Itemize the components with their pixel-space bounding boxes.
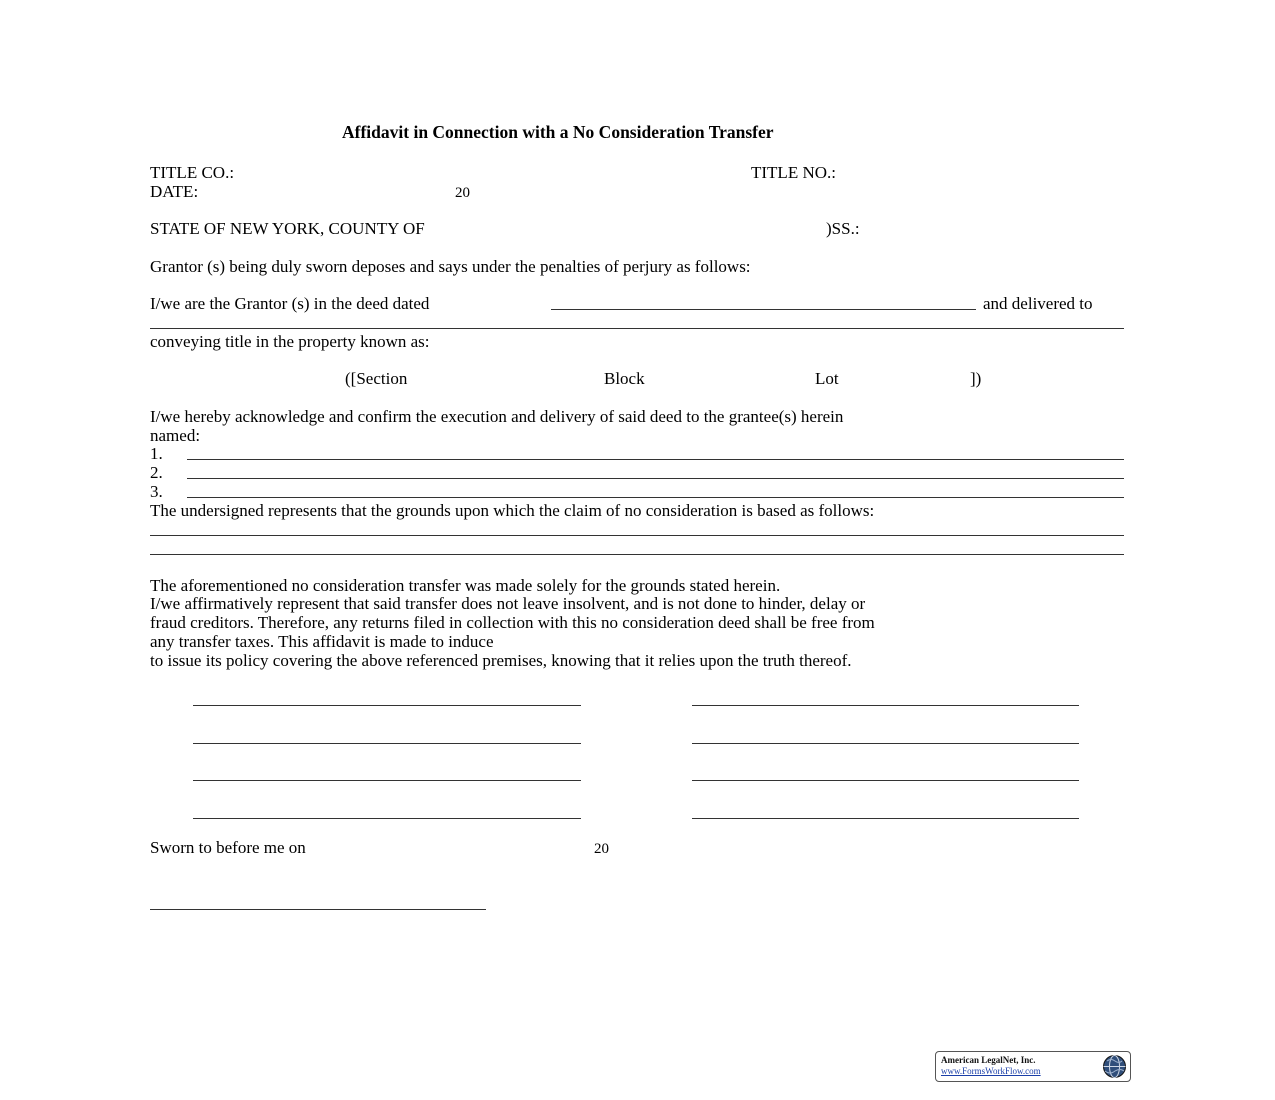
grantee-number-2: 2.: [150, 463, 163, 482]
title-no-label: TITLE NO.:: [751, 163, 836, 182]
grantee-blank-3[interactable]: [187, 497, 1124, 498]
signature-blank-left-3[interactable]: [193, 780, 581, 781]
representation-line-2: I/we affirmatively represent that said transfer does not leave insolvent, and is not done to hinder, delay or: [150, 594, 866, 613]
block-label: Block: [604, 369, 645, 388]
deed-date-blank[interactable]: [551, 309, 976, 310]
representation-line-3: fraud creditors. Therefore, any returns filed in collection with this no consideration deed shall be free from: [150, 613, 875, 632]
signature-blank-left-2[interactable]: [193, 743, 581, 744]
acknowledgment-line-2: named:: [150, 426, 201, 445]
representation-line-4: any transfer taxes. This affidavit is made to induce: [150, 632, 494, 651]
logo-url-link[interactable]: www.FormsWorkFlow.com: [941, 1066, 1041, 1076]
globe-icon: [1102, 1054, 1127, 1079]
signature-blank-right-3[interactable]: [692, 780, 1079, 781]
grantee-blank-1[interactable]: [187, 459, 1124, 460]
delivered-to-label: and delivered to: [983, 294, 1093, 313]
signature-blank-left-4[interactable]: [193, 818, 581, 819]
grantee-delivery-blank[interactable]: [150, 328, 1124, 329]
sworn-year-prefix: 20: [594, 841, 609, 857]
grounds-blank-2[interactable]: [150, 554, 1124, 555]
deed-clause-lead-in: I/we are the Grantor (s) in the deed dated: [150, 294, 430, 313]
signature-blank-right-4[interactable]: [692, 818, 1079, 819]
notary-signature-blank[interactable]: [150, 909, 486, 910]
logo-company-name: American LegalNet, Inc.: [941, 1055, 1036, 1065]
conveying-label: conveying title in the property known as:: [150, 332, 430, 351]
footer-logo: [935, 1051, 1131, 1082]
signature-blank-left-1[interactable]: [193, 705, 581, 706]
date-label: DATE:: [150, 182, 199, 201]
representation-line-5: to issue its policy covering the above referenced premises, knowing that it relies upon the truth thereof.: [150, 651, 852, 670]
date-year-prefix: 20: [455, 185, 470, 201]
document-title: Affidavit in Connection with a No Consideration Transfer: [342, 122, 774, 142]
grounds-blank-1[interactable]: [150, 535, 1124, 536]
tax-map-close: ]): [970, 369, 982, 388]
representation-line-1: The aforementioned no consideration transfer was made solely for the grounds stated herein.: [150, 576, 781, 595]
grantee-number-3: 3.: [150, 482, 163, 501]
acknowledgment-line-1: I/we hereby acknowledge and confirm the execution and delivery of said deed to the grantee(s) herein: [150, 407, 844, 426]
lot-label: Lot: [815, 369, 839, 388]
grantee-blank-2[interactable]: [187, 478, 1124, 479]
grantee-number-1: 1.: [150, 444, 163, 463]
signature-blank-right-2[interactable]: [692, 743, 1079, 744]
oath-statement: Grantor (s) being duly sworn deposes and says under the penalties of perjury as follows:: [150, 257, 751, 276]
signature-blank-right-1[interactable]: [692, 705, 1079, 706]
grounds-statement: The undersigned represents that the grounds upon which the claim of no consideration is based as follows:: [150, 501, 875, 520]
state-county-label: STATE OF NEW YORK, COUNTY OF: [150, 219, 425, 238]
ss-label: )SS.:: [826, 219, 860, 238]
section-label: ([Section: [345, 369, 408, 388]
sworn-label: Sworn to before me on: [150, 838, 306, 857]
title-co-label: TITLE CO.:: [150, 163, 235, 182]
